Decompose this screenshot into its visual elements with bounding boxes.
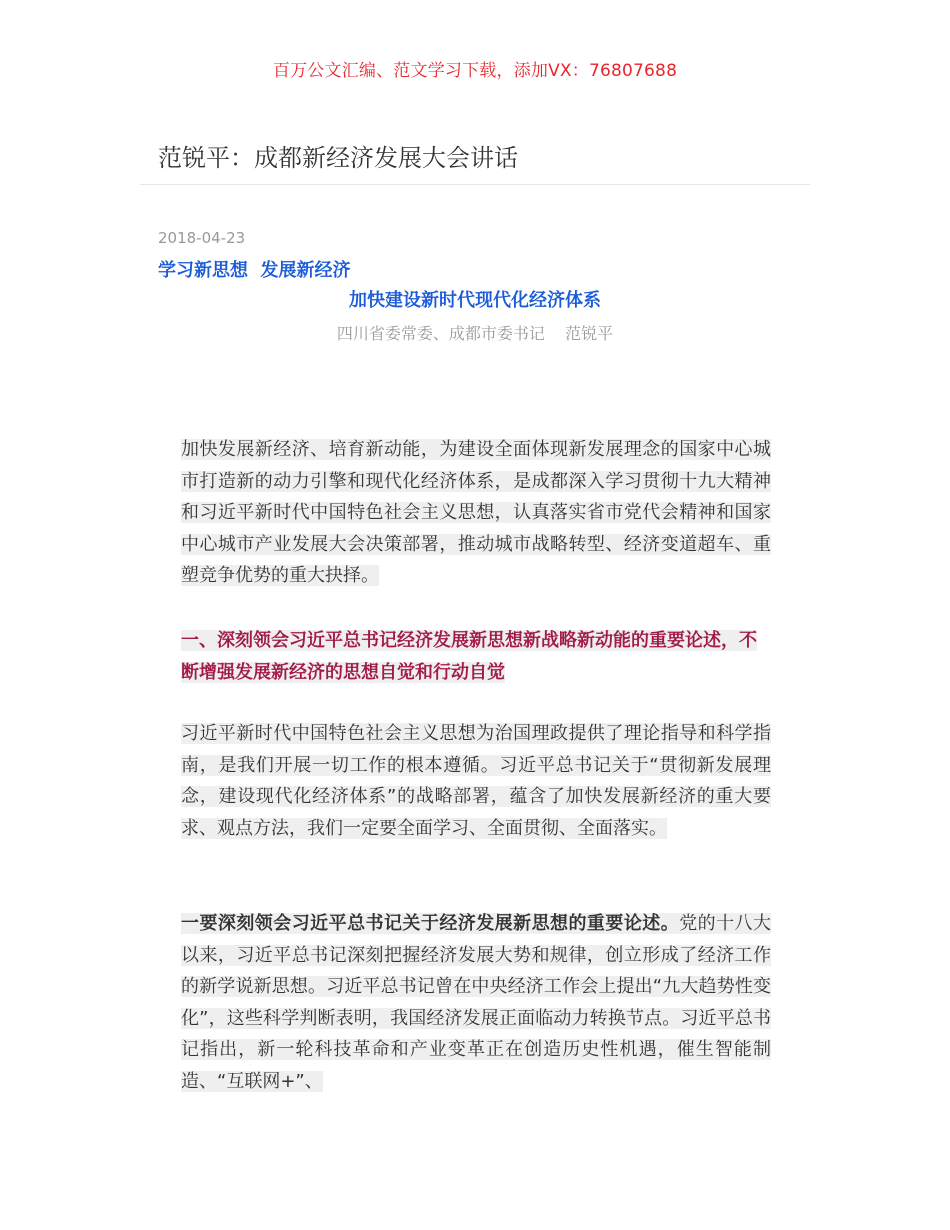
author-line: 四川省委常委、成都市委书记 范锐平	[336, 324, 614, 343]
section-heading-1	[181, 625, 771, 688]
body-paragraph-3	[181, 908, 771, 1098]
paragraph-1-text: 加快发展新经济、培育新动能，为建设全面体现新发展理念的国家中心城市打造新的动力引擎和现代化经济体系，是成都深入学习贯彻十九大精神和习近平新时代中国特色社会主义思想，认真落实省市党代会精神和国家中心城市产业发展大会决策部署，推动城市战略转型、经济变道超车、重塑竞争优势的重大抉择。	[181, 439, 771, 587]
paragraph-3-lead: 一要深刻领会习近平总书记关于经济发展新思想的重要论述。	[181, 913, 680, 934]
title-divider	[140, 184, 810, 185]
article-title: 范锐平：成都新经济发展大会讲话	[158, 144, 518, 172]
paragraph-2-text: 习近平新时代中国特色社会主义思想为治国理政提供了理论指导和科学指南，是我们开展一切工作的根本遵循。习近平总书记关于“贯彻新发展理念，建设现代化经济体系”的战略部署，蕴含了加快发展新经济的重大要求、观点方法，我们一定要全面学习、全面贯彻、全面落实。	[181, 723, 771, 839]
body-paragraph-1	[181, 434, 771, 592]
subtitle-line-2: 加快建设新时代现代化经济体系	[349, 290, 601, 311]
watermark-banner: 百万公文汇编、范文学习下载，添加VX：76807688	[272, 61, 678, 81]
subtitle-line-1: 学习新思想 发展新经济	[158, 260, 351, 281]
body-paragraph-2	[181, 718, 771, 844]
paragraph-3-text: 党的十八大以来，习近平总书记深刻把握经济发展大势和规律，创立形成了经济工作的新学说新思想。习近平总书记曾在中央经济工作会上提出“九大趋势性变化”，这些科学判断表明，我国经济发展正面临动力转换节点。习近平总书记指出，新一轮科技革命和产业变革正在创造历史性机遇，催生智能制造、“互联网+”、	[181, 913, 772, 1092]
publish-date: 2018-04-23	[158, 229, 246, 247]
paragraph-3-highlight	[181, 913, 771, 1092]
section-heading-1-text: 一、深刻领会习近平总书记经济发展新思想新战略新动能的重要论述，不断增强发展新经济的思想自觉和行动自觉	[181, 630, 757, 683]
